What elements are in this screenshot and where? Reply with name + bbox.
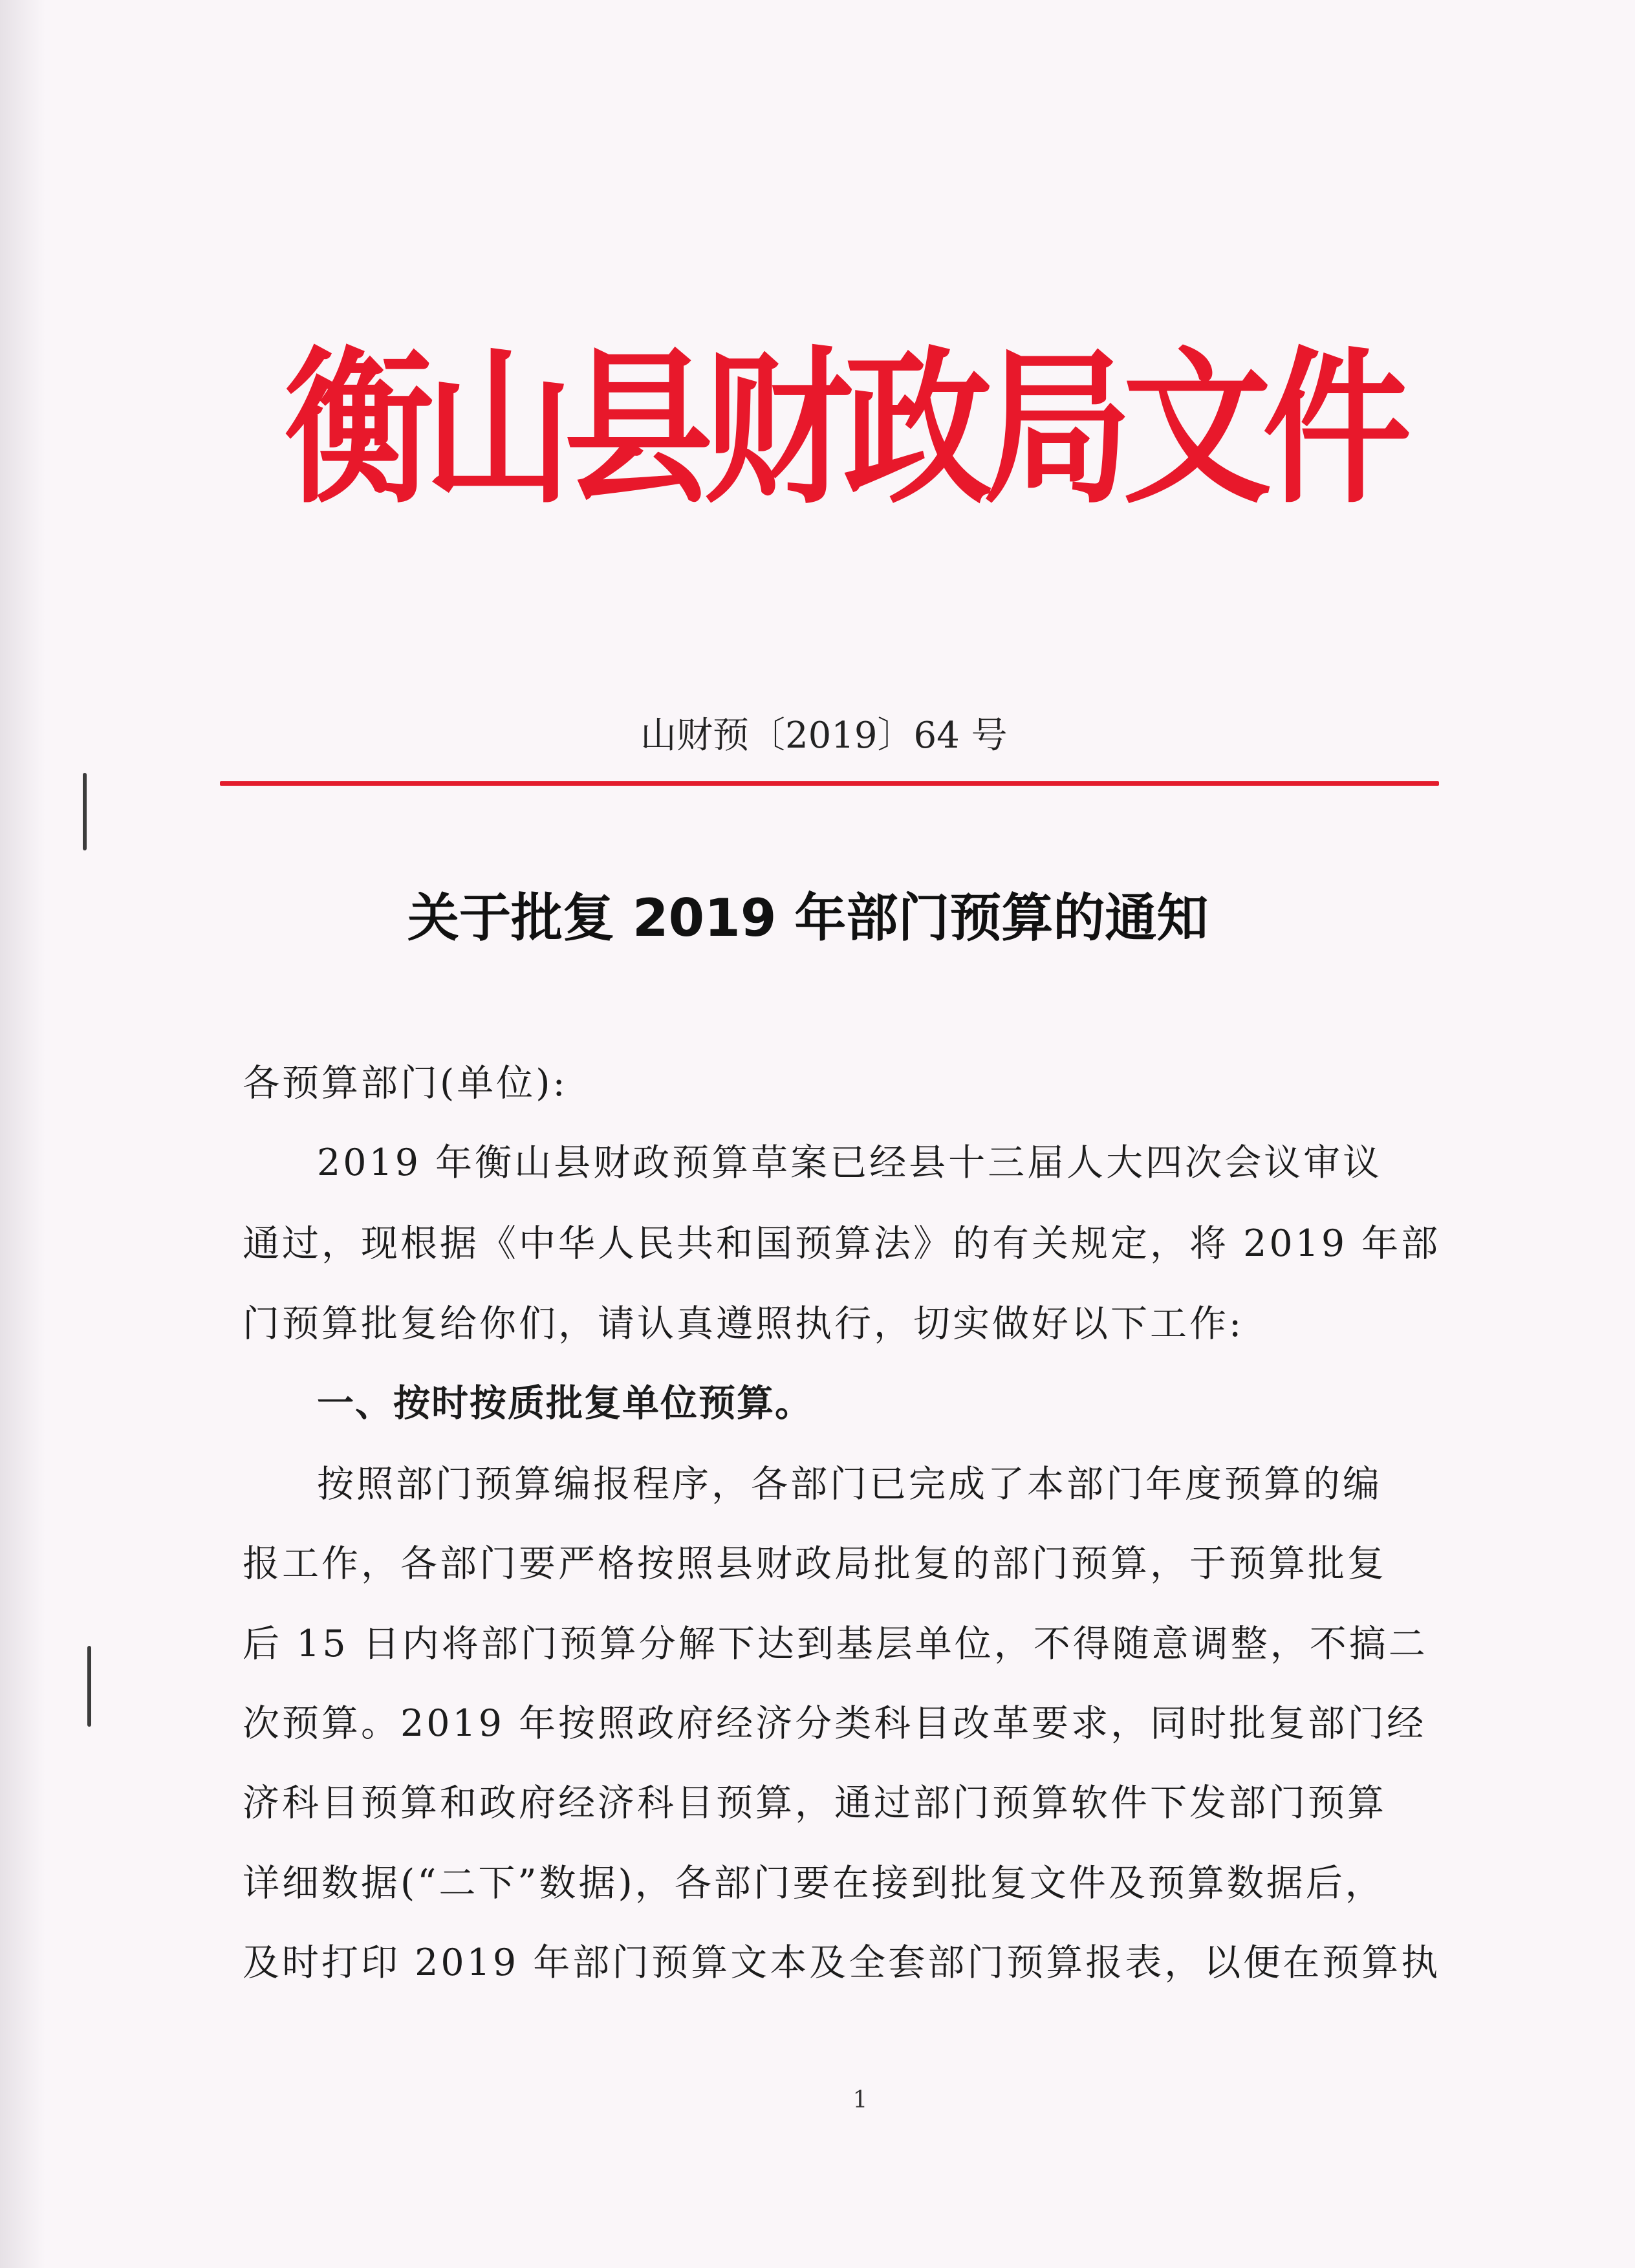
salutation: 各预算部门(单位): bbox=[243, 1062, 568, 1105]
issuer-title: 衡山县财政局文件 bbox=[285, 332, 1403, 526]
binding-edge-shadow bbox=[0, 0, 45, 2268]
body-line: 通过，现根据《中华人民共和国预算法》的有关规定，将 2019 年部 bbox=[243, 1222, 1441, 1265]
body-line: 报工作，各部门要严格按照县财政局批复的部门预算，于预算批复 bbox=[243, 1542, 1387, 1585]
notice-title: 关于批复 2019 年部门预算的通知 bbox=[407, 888, 1209, 948]
red-divider-rule bbox=[220, 781, 1439, 786]
body-line: 详细数据(“二下”数据)，各部门要在接到批复文件及预算数据后， bbox=[243, 1862, 1385, 1905]
body-line: 次预算。2019 年按照政府经济分类科目改革要求，同时批复部门经 bbox=[243, 1702, 1427, 1745]
document-number: 山财预〔2019〕64 号 bbox=[640, 715, 1008, 757]
body-line: 后 15 日内将部门预算分解下达到基层单位，不得随意调整，不搞二 bbox=[243, 1623, 1428, 1665]
body-line: 按照部门预算编报程序，各部门已完成了本部门年度预算的编 bbox=[317, 1463, 1382, 1506]
body-line: 济科目预算和政府经济科目预算，通过部门预算软件下发部门预算 bbox=[243, 1782, 1387, 1824]
body-line: 及时打印 2019 年部门预算文本及全套部门预算报表，以便在预算执 bbox=[243, 1941, 1441, 1984]
body-line: 门预算批复给你们，请认真遵照执行，切实做好以下工作: bbox=[243, 1302, 1244, 1345]
body-line: 2019 年衡山县财政预算草案已经县十三届人大四次会议审议 bbox=[317, 1141, 1383, 1184]
section-heading: 一、按时按质批复单位预算。 bbox=[317, 1382, 813, 1425]
staple-top bbox=[83, 773, 87, 850]
page-number: 1 bbox=[852, 2087, 868, 2113]
staple-bottom bbox=[87, 1646, 91, 1727]
